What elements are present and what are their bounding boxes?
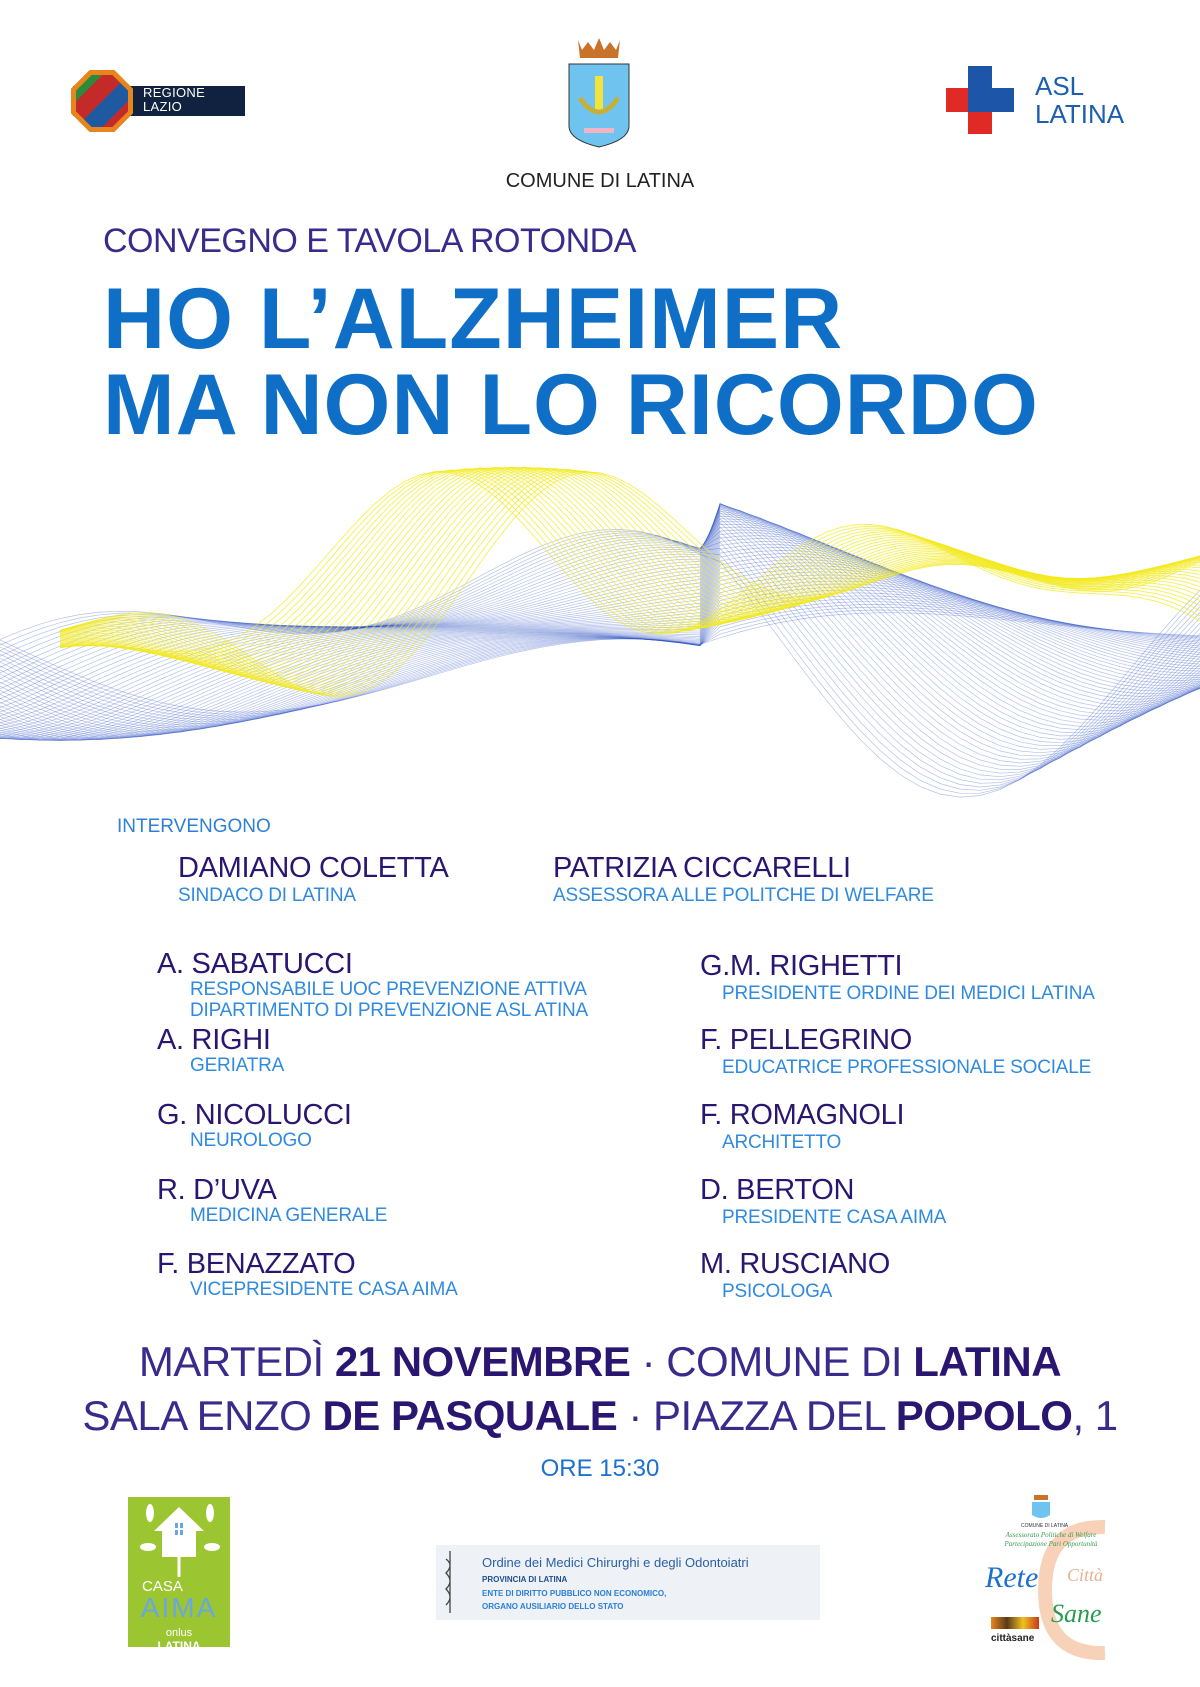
speaker — [157, 948, 588, 1021]
ordine-medici-logo — [436, 1545, 820, 1620]
cittasane-emblem — [991, 1617, 1039, 1629]
house-tree-icon — [128, 1497, 230, 1577]
speaker-name: G.M. RIGHETTI — [700, 950, 903, 982]
speaker — [700, 1248, 890, 1302]
rete-comune: COMUNE DI LATINA — [1021, 1523, 1069, 1529]
speaker — [700, 1174, 946, 1228]
speaker-name: M. RUSCIANO — [700, 1248, 891, 1280]
lazio-label: LAZIO — [143, 99, 183, 114]
comune-latina-crest-icon — [566, 36, 632, 148]
speaker-role: RESPONSABILE UOC PREVENZIONE ATTIVA — [190, 979, 587, 1000]
speaker — [157, 1099, 352, 1151]
latina-label: LATINA — [1035, 99, 1125, 129]
ordine-ente: ENTE DI DIRITTO PUBBLICO NON ECONOMICO, — [482, 1589, 667, 1598]
aima-latina: LATINA — [157, 1639, 201, 1653]
featured-speaker — [178, 852, 449, 906]
comune-label: COMUNE DI LATINA — [505, 170, 695, 192]
asl-latina-logo — [1035, 72, 1124, 128]
speaker-role: PRESIDENTE CASA AIMA — [722, 1207, 947, 1228]
speaker-name: DAMIANO COLETTA — [178, 852, 449, 884]
event-time: ORE 15:30 — [540, 1455, 660, 1482]
event-venue-line: SALA ENZO DE PASQUALE · PIAZZA DEL POPOLO, 1 — [82, 1392, 1118, 1439]
aima-casa: CASA — [142, 1578, 183, 1595]
event-title-line1: HO L’ALZHEIMER — [103, 271, 844, 367]
speaker-role: ASSESSORA ALLE POLITCHE DI WELFARE — [553, 885, 934, 906]
speaker-name: F. ROMAGNOLI — [700, 1099, 905, 1131]
asl-cross-icon — [946, 66, 1014, 134]
speaker — [157, 1024, 284, 1076]
aima-name: AIMA — [140, 1592, 218, 1623]
rete-label: Rete — [985, 1561, 1039, 1594]
regione-lazio-logo — [63, 70, 245, 132]
speaker-role: MEDICINA GENERALE — [190, 1205, 388, 1226]
speaker-role: EDUCATRICE PROFESSIONALE SOCIALE — [722, 1057, 1092, 1078]
rete-citta-sane-logo — [985, 1495, 1110, 1670]
speaker-name: A. RIGHI — [157, 1024, 271, 1056]
speaker-name: F. PELLEGRINO — [700, 1024, 913, 1056]
speaker-name: D. BERTON — [700, 1174, 855, 1206]
speaker-name: F. BENAZZATO — [157, 1248, 356, 1280]
cittasane-label: cittàsane — [991, 1633, 1035, 1644]
rete-assessorato: Assessorato Politiche di Welfare Partecipazione Pari Opportunità — [1004, 1531, 1098, 1548]
yellow-wave-line — [60, 469, 1200, 689]
event-subtitle: CONVEGNO E TAVOLA ROTONDA — [103, 222, 636, 260]
wave-decoration — [0, 410, 1200, 850]
speaker-role: PSICOLOGA — [722, 1281, 833, 1302]
speakers-heading: INTERVENGONO — [117, 816, 271, 837]
speaker-role: DIPARTIMENTO DI PREVENZIONE ASL ATINA — [190, 1000, 589, 1021]
speaker-role: ARCHITETTO — [722, 1132, 842, 1153]
speaker-role: NEUROLOGO — [190, 1130, 312, 1151]
speaker — [157, 1248, 458, 1300]
caduceus-icon — [444, 1551, 456, 1613]
speaker-name: R. D’UVA — [157, 1174, 277, 1206]
yellow-wave-line — [60, 469, 1200, 663]
asl-label: ASL — [1035, 71, 1085, 101]
speaker-role: VICEPRESIDENTE CASA AIMA — [190, 1279, 458, 1300]
ordine-organo: ORGANO AUSILIARIO DELLO STATO — [482, 1602, 624, 1611]
speaker — [157, 1174, 387, 1226]
speaker — [700, 1024, 1091, 1078]
regione-label: REGIONE — [143, 85, 206, 100]
speaker-name: G. NICOLUCCI — [157, 1099, 352, 1131]
speaker-role: GERIATRA — [190, 1055, 285, 1076]
speaker-role: SINDACO DI LATINA — [178, 885, 356, 906]
speaker-name: A. SABATUCCI — [157, 948, 353, 980]
casa-aima-logo — [128, 1497, 230, 1653]
speaker — [700, 1099, 904, 1153]
speaker-name: PATRIZIA CICCARELLI — [553, 852, 851, 884]
ordine-title: Ordine dei Medici Chirurghi e degli Odontoiatri — [482, 1555, 749, 1570]
ordine-provincia: PROVINCIA DI LATINA — [482, 1575, 568, 1584]
comune-crest-icon — [1030, 1495, 1052, 1521]
event-date-line: MARTEDÌ 21 NOVEMBRE · COMUNE DI LATINA — [138, 1338, 1062, 1385]
speaker-role: PRESIDENTE ORDINE DEI MEDICI LATINA — [722, 983, 1095, 1004]
aima-onlus: onlus — [165, 1627, 193, 1639]
sane-label: Sane — [1051, 1599, 1102, 1628]
citta-label: Città — [1067, 1565, 1104, 1585]
blue-wave-line — [0, 509, 1200, 736]
featured-speaker — [553, 852, 934, 906]
speaker — [700, 950, 1095, 1004]
event-title-line2: MA NON LO RICORDO — [103, 357, 1039, 453]
